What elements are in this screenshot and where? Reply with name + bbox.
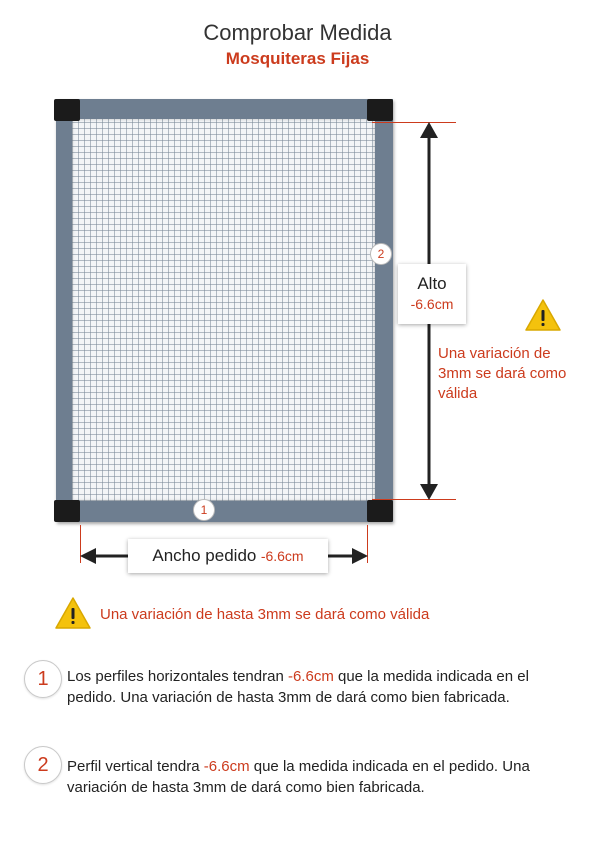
warning-icon [54, 596, 92, 630]
page-subtitle: Mosquiteras Fijas [225, 49, 370, 68]
height-value: -6.6cm [410, 296, 454, 312]
note-2-text: Perfil vertical tendra [67, 758, 204, 775]
width-label-box [128, 539, 328, 573]
corner-bottom-left [54, 500, 80, 522]
marker-vertical-profile: 2 [370, 243, 392, 265]
note-1 [67, 666, 567, 708]
side-warning-icon [524, 298, 562, 332]
page-title: Comprobar Medida [203, 20, 392, 45]
note-1-text: Los perfiles horizontales tendran [67, 668, 288, 685]
width-value: -6.6cm [260, 548, 304, 564]
width-label: Ancho pedido [152, 546, 257, 565]
note-2 [67, 756, 537, 798]
note-2-text-rest: que la medida indicada en el pedido. Una variación de hasta 3mm de dará como bien fabricada. [67, 758, 530, 796]
mesh-screen [72, 119, 375, 501]
note-number-2: 2 [24, 746, 62, 784]
note-1-highlight: -6.6cm [287, 668, 334, 685]
note-1-text-rest: que la medida indicada en el pedido. Una variación de hasta 3mm de dará como bien fabricada. [67, 668, 529, 706]
marker-horizontal-profile: 1 [193, 499, 215, 521]
note-number-1: 1 [24, 660, 62, 698]
note-2-highlight: -6.6cm [203, 758, 250, 775]
corner-top-right [367, 99, 393, 121]
corner-bottom-right [367, 500, 393, 522]
side-warning-text: Una variación de 3mm se dará como válida [438, 345, 567, 402]
warning-banner-text: Una variación de hasta 3mm se dará como válida [100, 606, 430, 623]
height-label: Alto [417, 274, 447, 293]
height-label-box [398, 264, 466, 324]
corner-top-left [54, 99, 80, 121]
